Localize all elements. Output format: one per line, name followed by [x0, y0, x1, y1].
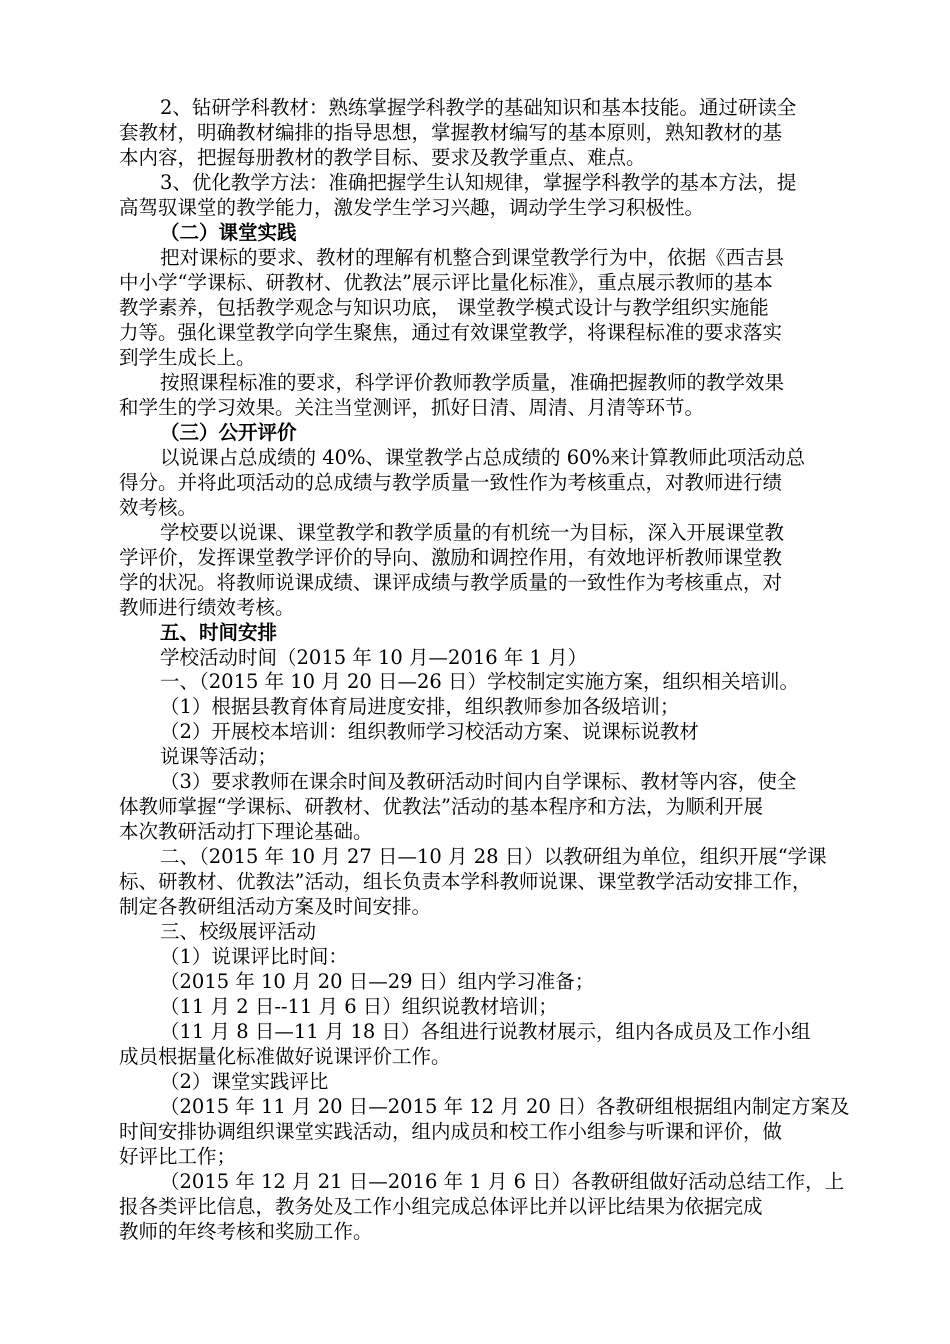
text-line: 教师进行绩效考核。: [119, 596, 295, 619]
text-line: 教学素养，包括教学观念与知识功底， 课堂教学模式设计与教学组织实施能: [119, 296, 769, 319]
text-line: （1）根据县教育体育局进度安排，组织教师参加各级培训；: [160, 695, 680, 718]
text-line: 学评价，发挥课堂教学评价的导向、激励和调控作用，有效地评析教师课堂教: [119, 546, 783, 569]
text-line: 成员根据量化标准做好说课评价工作。: [119, 1045, 451, 1068]
text-line: 得分。并将此项活动的总成绩与教学质量一致性作为考核重点，对教师进行绩: [119, 471, 783, 494]
text-line: 把对课标的要求、教材的理解有机整合到课堂教学行为中，依据《西吉县: [160, 246, 785, 269]
text-line: 三、校级展评活动: [160, 920, 317, 943]
text-line: 报各类评比信息，教务处及工作小组完成总体评比并以评比结果为依据完成: [119, 1195, 763, 1218]
text-line: 制定各教研组活动方案及时间安排。: [119, 895, 432, 918]
text-line: 2、钻研学科教材：熟练掌握学科教学的基础知识和基本技能。通过研读全: [160, 96, 797, 119]
text-line: 教师的年终考核和奖励工作。: [119, 1220, 373, 1243]
text-line: 时间安排协调组织课堂实践活动，组内成员和校工作小组参与听课和评价，做: [119, 1120, 783, 1143]
text-line: （1）说课评比时间：: [160, 945, 348, 968]
text-line: 本内容，把握每册教材的教学目标、要求及教学重点、难点。: [119, 146, 646, 169]
text-line: 力等。强化课堂教学向学生聚焦，通过有效课堂教学，将课程标准的要求落实: [119, 321, 783, 344]
text-line: 好评比工作；: [119, 1145, 237, 1168]
text-line: （11 月 8 日—11 月 18 日）各组进行说教材展示，组内各成员及工作小组: [160, 1020, 811, 1043]
text-line: （11 月 2 日--11 月 6 日）组织说教材培训；: [160, 995, 558, 1018]
text-line: 3、优化教学方法：准确把握学生认知规律，掌握学科教学的基本方法，提: [160, 171, 797, 194]
section-heading: 五、时间安排: [160, 621, 278, 644]
text-line: 学校要以说课、课堂教学和教学质量的有机统一为目标，深入开展课堂教: [160, 521, 785, 544]
text-line: 二、（2015 年 10 月 27 日—10 月 28 日）以教研组为单位，组织开展“学课: [160, 845, 827, 868]
text-line: （2）开展校本培训：组织教师学习校活动方案、说课标说教材: [160, 720, 699, 743]
text-line: 说课等活动；: [160, 745, 278, 768]
text-line: （2015 年 10 月 20 日—29 日）组内学习准备；: [160, 970, 595, 993]
text-line: 本次教研活动打下理论基础。: [119, 820, 373, 843]
text-line: 学校活动时间（2015 年 10 月—2016 年 1 月）: [160, 646, 588, 669]
text-line: 高驾驭课堂的教学能力，激发学生学习兴趣，调动学生学习积极性。: [119, 196, 705, 219]
text-line: （3）要求教师在课余时间及教研活动时间内自学课标、教材等内容，使全: [160, 770, 797, 793]
text-line: 按照课程标准的要求，科学评价教师教学质量，准确把握教师的教学效果: [160, 371, 785, 394]
text-line: 中小学“学课标、研教材、优教法”展示评比量化标准》，重点展示教师的基本: [119, 271, 773, 294]
text-line: 效考核。: [119, 496, 198, 519]
text-line: 标、研教材、优教法”活动，组长负责本学科教师说课、课堂教学活动安排工作，: [119, 870, 812, 893]
section-heading: （二）课堂实践: [160, 221, 297, 244]
text-line: 套教材，明确教材编排的指导思想，掌握教材编写的基本原则，熟知教材的基: [119, 121, 783, 144]
text-line: 以说课占总成绩的 40%、课堂教学占总成绩的 60%来计算教师此项活动总: [160, 446, 806, 469]
text-line: （2015 年 12 月 21 日—2016 年 1 月 6 日）各教研组做好活动总结工作，上: [160, 1170, 845, 1193]
text-line: 一、（2015 年 10 月 20 日—26 日）学校制定实施方案，组织相关培训。: [160, 670, 800, 693]
section-heading: （三）公开评价: [160, 421, 297, 444]
text-line: （2015 年 11 月 20 日—2015 年 12 月 20 日）各教研组根据组内制定方案及: [160, 1095, 850, 1118]
text-line: 和学生的学习效果。关注当堂测评，抓好日清、周清、月清等环节。: [119, 396, 705, 419]
text-line: 学的状况。将教师说课成绩、课评成绩与教学质量的一致性作为考核重点，对: [119, 571, 783, 594]
text-line: （2）课堂实践评比: [160, 1070, 329, 1093]
text-line: 到学生成长上。: [119, 346, 256, 369]
text-line: 体教师掌握“学课标、研教材、优教法”活动的基本程序和方法，为顺利开展: [119, 795, 763, 818]
